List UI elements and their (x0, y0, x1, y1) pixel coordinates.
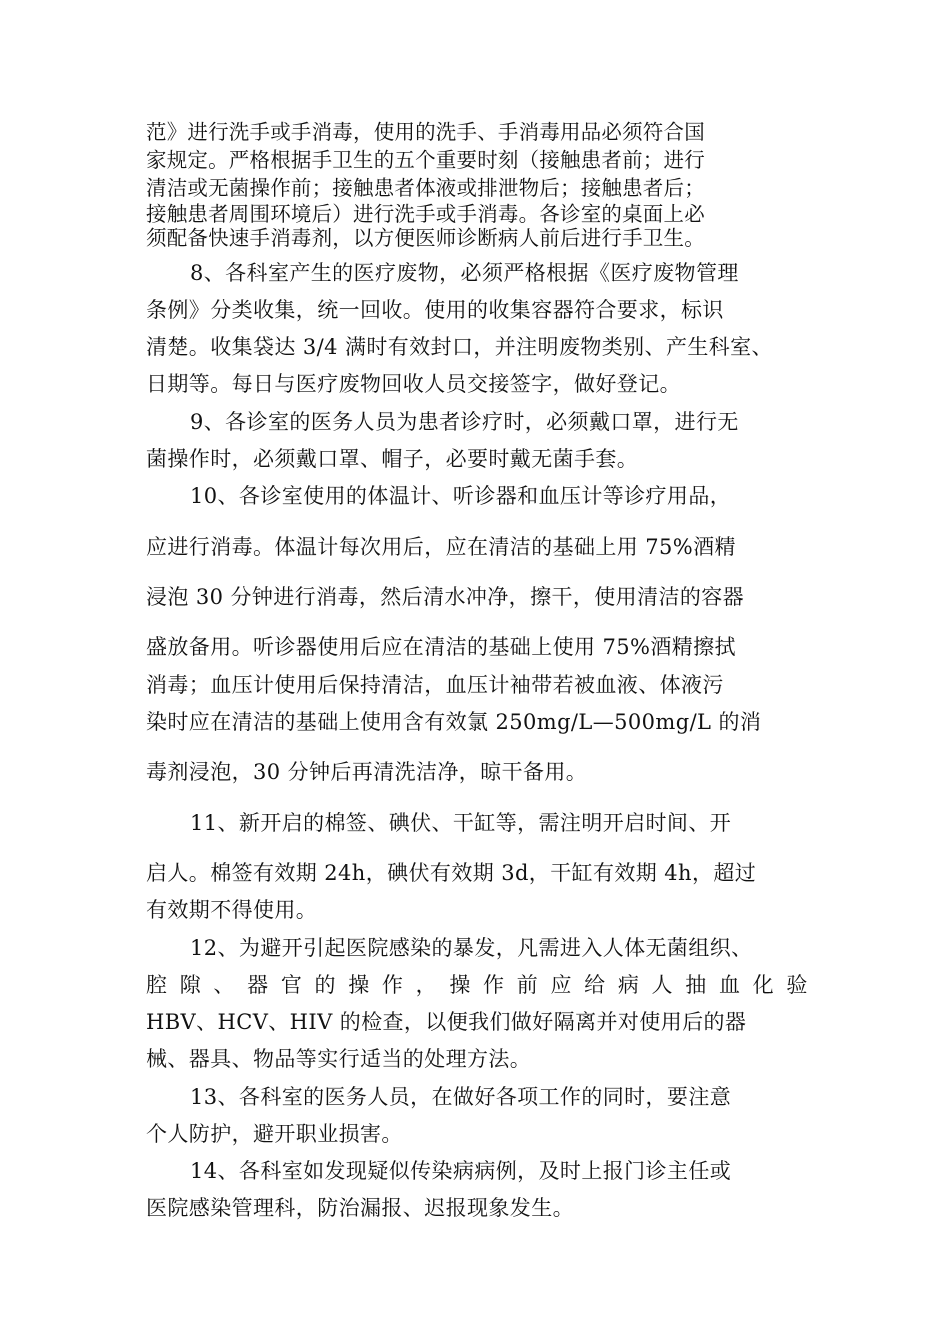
text-line: 范》进行洗手或手消毒，使用的洗手、手消毒用品必须符合国 (146, 120, 705, 144)
text-line: 条例》分类收集，统一回收。使用的收集容器符合要求，标识 (146, 298, 724, 322)
text-line: 有效期不得使用。 (146, 898, 318, 922)
text-line: 11、新开启的棉签、碘伏、干缸等，需注明开启时间、开 (190, 811, 732, 835)
text-line-justified (146, 971, 808, 999)
spaced-char: ， (415, 973, 438, 997)
spaced-char: 应 (550, 973, 572, 997)
spaced-char: 器 (247, 973, 269, 997)
text-line: 9、各诊室的医务人员为患者诊疗时，必须戴口罩，进行无 (190, 410, 739, 434)
spaced-char: 化 (752, 973, 775, 997)
text-line: 日期等。每日与医疗废物回收人员交接签字，做好登记。 (146, 372, 681, 396)
text-line: 浸泡 30 分钟进行消毒，然后清水冲净，擦干，使用清洁的容器 (146, 585, 745, 609)
text-line: 应进行消毒。体温计每次用后，应在清洁的基础上用 75%酒精 (146, 535, 736, 559)
text-line: 染时应在清洁的基础上使用含有效氯 250mg/L—500mg/L 的消 (146, 710, 762, 734)
spaced-char: 的 (314, 973, 336, 997)
spaced-char: 操 (449, 973, 471, 997)
spaced-char: 官 (280, 973, 303, 997)
text-line: 个人防护，避开职业损害。 (146, 1122, 403, 1146)
text-line: 家规定。严格根据手卫生的五个重要时刻（接触患者前；进行 (146, 148, 705, 172)
text-line: 盛放备用。听诊器使用后应在清洁的基础上使用 75%酒精擦拭 (146, 635, 736, 659)
spaced-char: 操 (348, 973, 370, 997)
text-line: 清楚。收集袋达 3/4 满时有效封口，并注明废物类别、产生科室、 (146, 335, 773, 359)
spaced-char: 给 (584, 973, 606, 997)
spaced-char: 隙 (179, 973, 202, 997)
spaced-char: 抽 (685, 973, 707, 997)
text-line: 菌操作时，必须戴口罩、帽子，必要时戴无菌手套。 (146, 447, 639, 471)
text-line: 8、各科室产生的医疗废物，必须严格根据《医疗废物管理 (190, 261, 739, 285)
text-line: 13、各科室的医务人员，在做好各项工作的同时，要注意 (190, 1085, 732, 1109)
text-line: 械、器具、物品等实行适当的处理方法。 (146, 1047, 532, 1071)
spaced-char: 验 (786, 973, 808, 997)
spaced-char: 腔 (146, 973, 168, 997)
text-line: 14、各科室如发现疑似传染病病例，及时上报门诊主任或 (190, 1159, 732, 1183)
text-line: 须配备快速手消毒剂，以方便医师诊断病人前后进行手卫生。 (146, 226, 705, 250)
text-line: 医院感染管理科，防治漏报、迟报现象发生。 (146, 1196, 574, 1220)
text-line: 启人。棉签有效期 24h，碘伏有效期 3d，干缸有效期 4h，超过 (146, 861, 757, 885)
text-line: 12、为避开引起医院感染的暴发，凡需进入人体无菌组织、 (190, 936, 753, 960)
spaced-char: 前 (516, 973, 539, 997)
spaced-char: 血 (718, 973, 741, 997)
text-line: 消毒；血压计使用后保持清洁，血压计袖带若被血液、体液污 (146, 673, 724, 697)
spaced-char: 人 (651, 973, 673, 997)
spaced-char: 病 (617, 973, 640, 997)
text-line: 清洁或无菌操作前；接触患者体液或排泄物后；接触患者后； (146, 176, 705, 200)
spaced-char: 、 (213, 973, 235, 997)
spaced-char: 作 (381, 973, 404, 997)
text-line: 接触患者周围环境后）进行洗手或手消毒。各诊室的桌面上必 (146, 202, 705, 226)
text-line: HBV、HCV、HIV 的检查，以便我们做好隔离并对使用后的器 (146, 1010, 747, 1034)
text-line: 毒剂浸泡，30 分钟后再清洗洁净，晾干备用。 (146, 760, 588, 784)
text-line: 10、各诊室使用的体温计、听诊器和血压计等诊疗用品， (190, 484, 732, 508)
spaced-char: 作 (483, 973, 505, 997)
